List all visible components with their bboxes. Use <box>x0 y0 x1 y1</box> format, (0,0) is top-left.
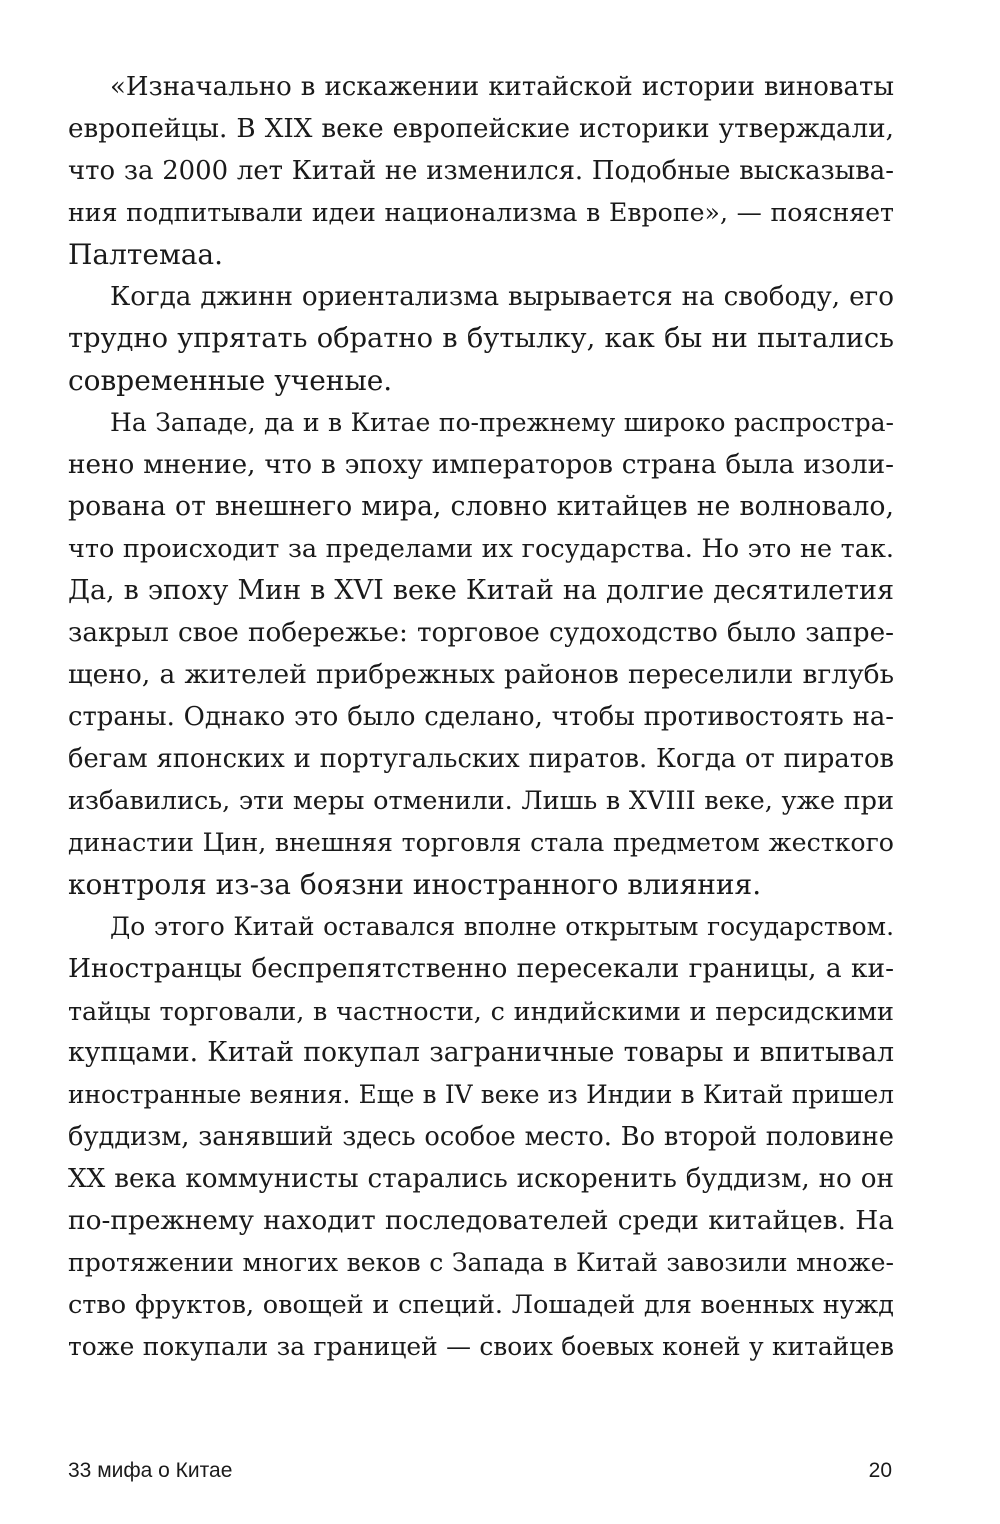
text-line: щено, а жителей прибрежных районов переселили вглубь <box>68 659 894 690</box>
page-number: 20 <box>868 1459 892 1482</box>
text-line: европейцы. В XIX веке европейские историки утверждали, <box>68 114 894 144</box>
text-line: что за 2000 лет Китай не изменился. Подобные высказыва- <box>68 156 894 186</box>
text-line: иностранные веяния. Еще в IV веке из Индии в Китай пришел <box>68 1080 894 1109</box>
text-line: трудно упрятать обратно в бутылку, как бы ни пытались <box>68 323 894 354</box>
text-line: ство фруктов, овощей и специй. Лошадей для военных нужд <box>68 1290 894 1320</box>
book-title-footer: 33 мифа о Китае <box>68 1459 233 1482</box>
text-line: «Изначально в искажении китайской истории виноваты <box>110 72 894 102</box>
text-line: тайцы торговали, в частности, с индийскими и персидскими <box>68 996 894 1026</box>
text-line: современные ученые. <box>68 364 393 397</box>
text-line: Палтемаа. <box>68 238 224 271</box>
text-line: XX века коммунисты старались искоренить буддизм, но он <box>68 1164 894 1194</box>
text-line: купцами. Китай покупал заграничные товары и впитывал <box>68 1037 894 1068</box>
text-line: контроля из-за боязни иностранного влияния. <box>68 868 762 901</box>
text-line: До этого Китай оставался вполне открытым государством. <box>110 912 894 941</box>
text-line: ния подпитывали идеи национализма в Европе», — поясняет <box>68 198 894 227</box>
text-line: Да, в эпоху Мин в XVI веке Китай на долгие десятилетия <box>68 575 894 606</box>
text-line: бегам японских и португальских пиратов. Когда от пиратов <box>68 744 894 774</box>
text-line: протяжении многих веков с Запада в Китай завозили множе- <box>68 1248 894 1277</box>
text-line: рована от внешнего мира, словно китайцев не волновало, <box>68 491 894 522</box>
text-line: избавились, эти меры отменили. Лишь в XVIII веке, уже при <box>68 786 894 816</box>
text-line: Иностранцы беспрепятственно пересекали границы, а ки- <box>68 954 894 984</box>
text-line: страны. Однако это было сделано, чтобы противостоять на- <box>68 702 894 732</box>
text-line: по-прежнему находит последователей среди китайцев. На <box>68 1206 894 1236</box>
body-text <box>68 66 894 1368</box>
text-line: закрыл свое побережье: торговое судоходство было запре- <box>68 618 894 648</box>
text-line: буддизм, занявший здесь особое место. Во второй половине <box>68 1122 894 1152</box>
text-line: На Западе, да и в Китае по-прежнему широко распростра- <box>110 408 894 437</box>
text-line: династии Цин, внешняя торговля стала предметом жесткого <box>68 828 894 857</box>
text-line: Когда джинн ориентализма вырывается на свободу, его <box>110 282 894 312</box>
text-line: тоже покупали за границей — своих боевых коней у китайцев <box>68 1332 894 1361</box>
text-line: что происходит за пределами их государства. Но это не так. <box>68 534 894 564</box>
text-line: нено мнение, что в эпоху императоров страна была изоли- <box>68 450 894 480</box>
